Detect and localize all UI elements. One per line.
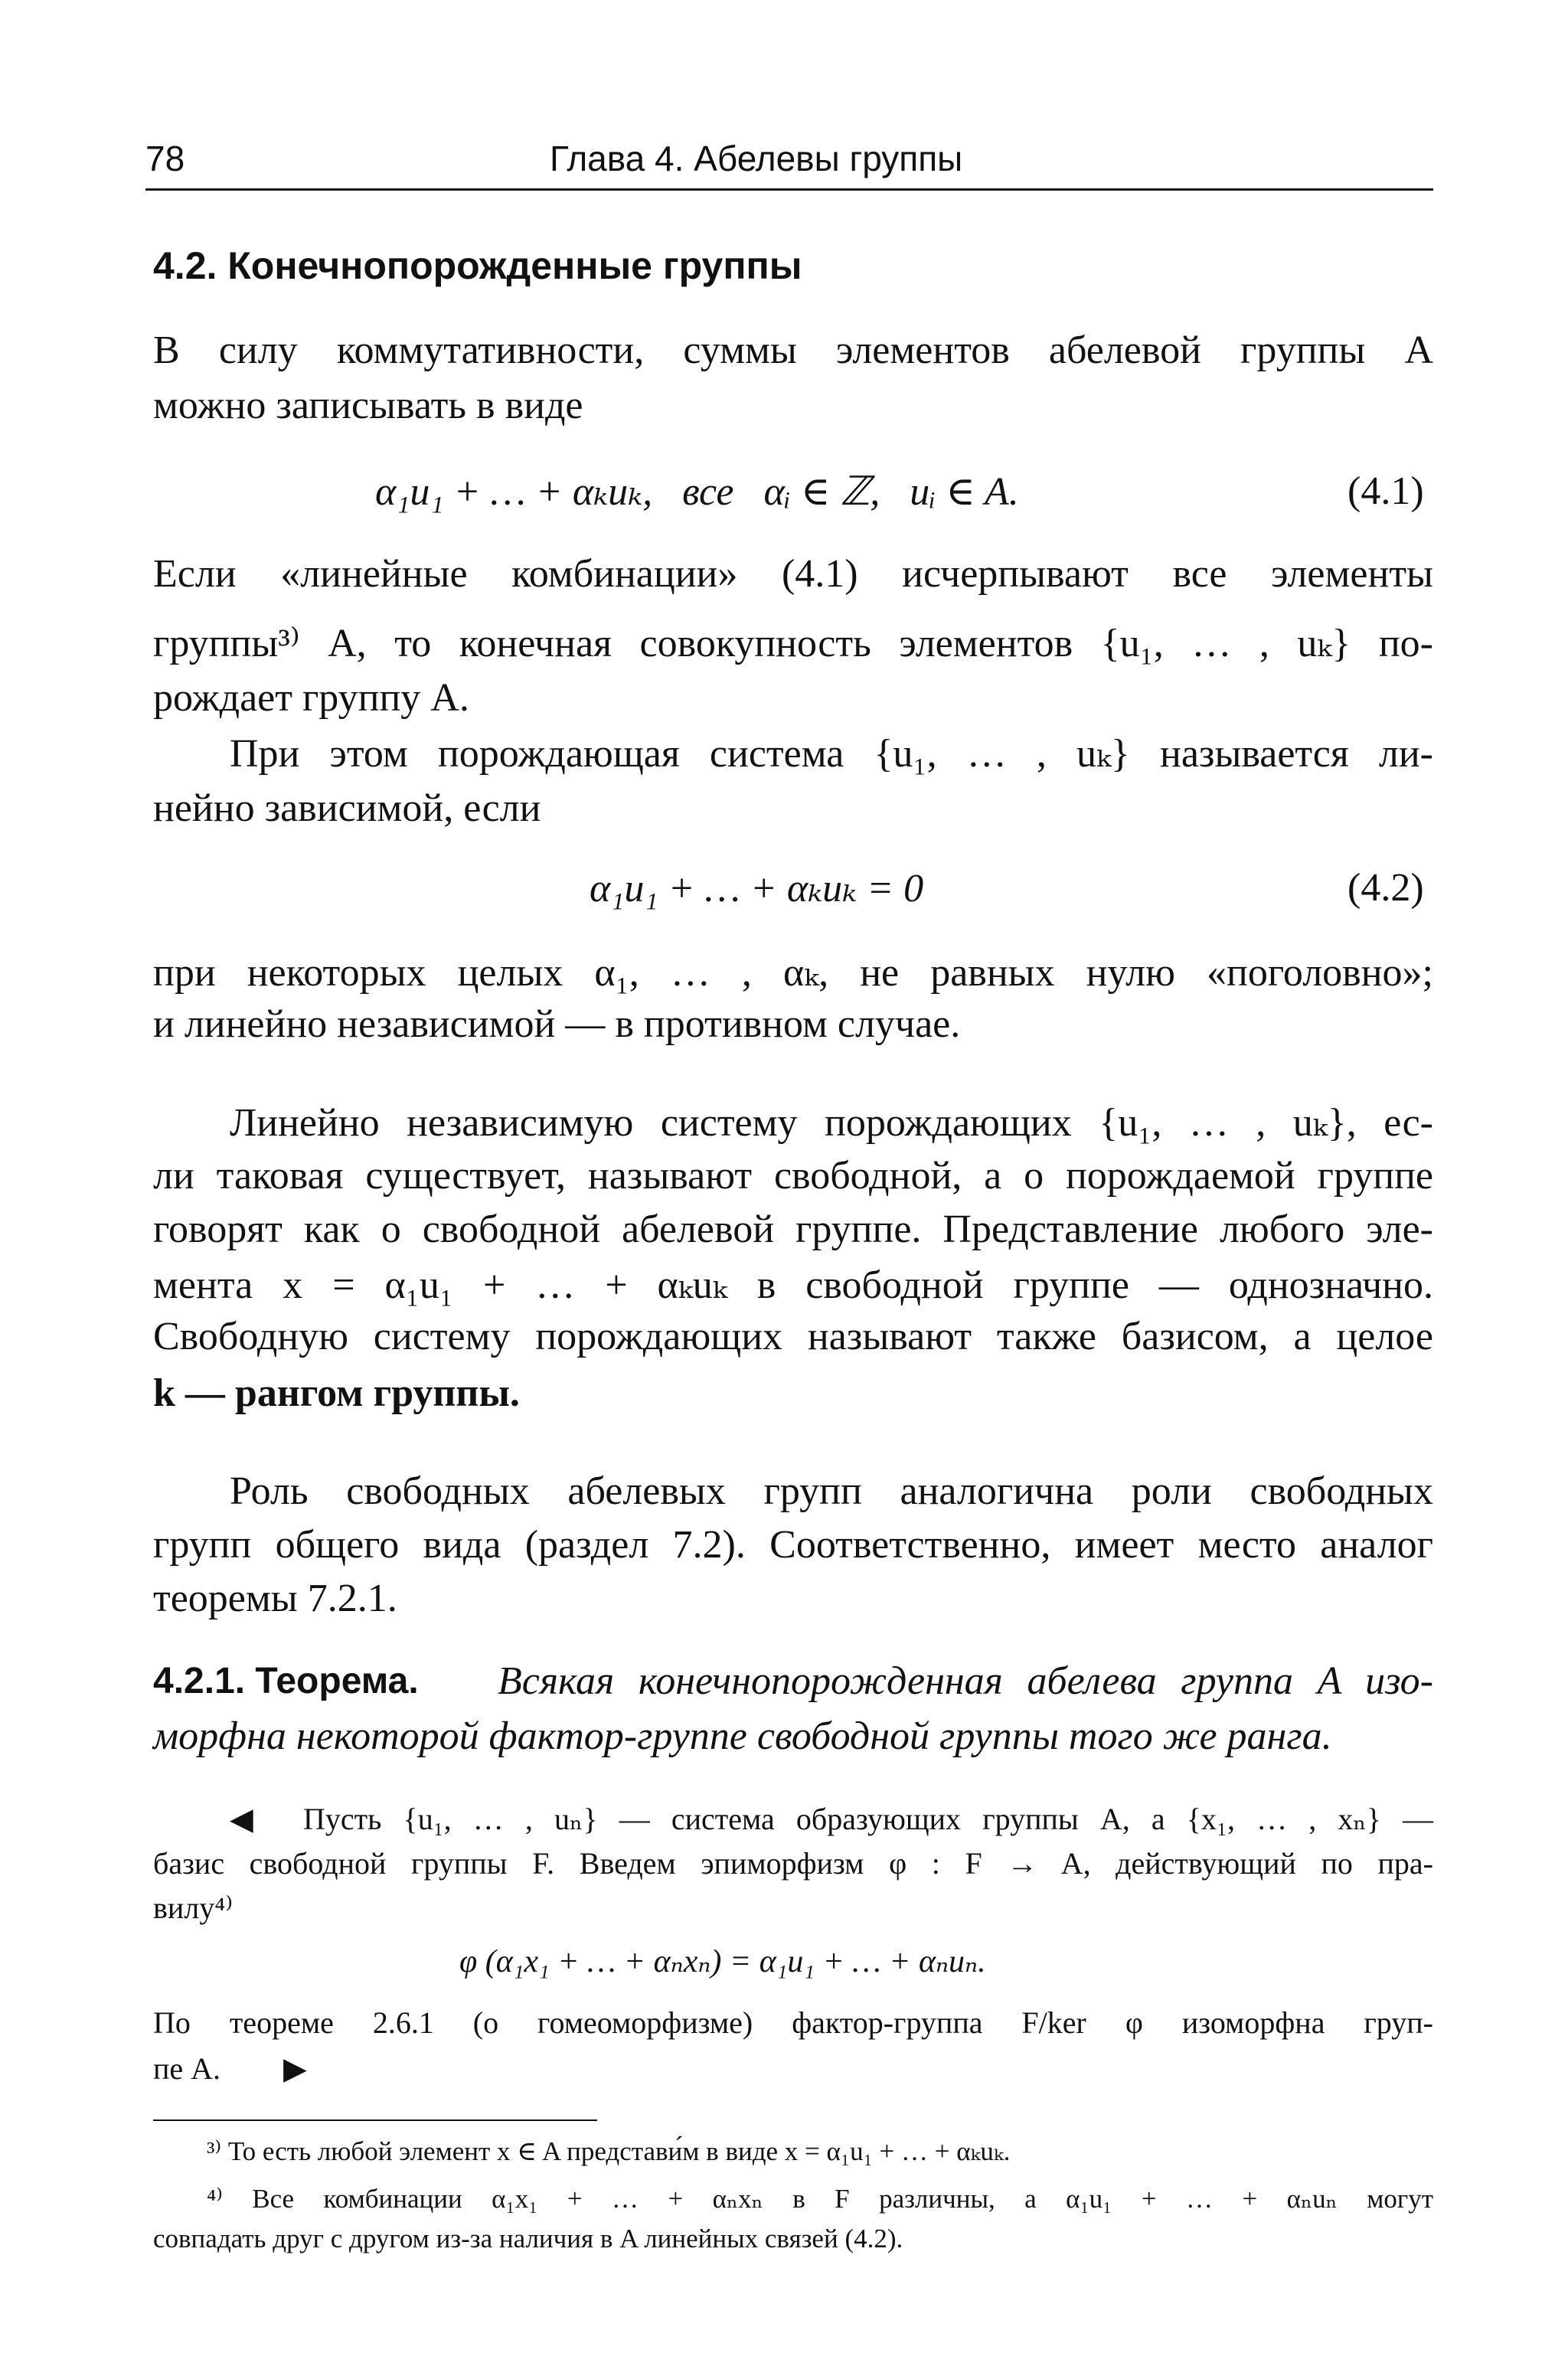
equation-4-2: α₁u₁ + … + αₖuₖ = 0 xyxy=(590,867,924,910)
proof-end-marker: ▶ xyxy=(283,2051,307,2086)
footnote-4-line-1: ⁴⁾ Все комбинации α₁x₁ + … + αₙxₙ в F различны, а α₁u₁ + … + αₙuₙ могут xyxy=(207,2184,1433,2214)
equation-4-1: α₁u₁ + … + αₖuₖ, все αᵢ ∈ ℤ, uᵢ ∈ A. xyxy=(375,470,1019,514)
proof-after-line-1: По теореме 2.6.1 (о гомеоморфизме) фактор-группа F/ker φ изоморфна груп- xyxy=(153,2005,1433,2040)
running-head: Глава 4. Абелевы группы xyxy=(550,139,963,178)
p2-line-2: группы³⁾ A, то конечная совокупность элементов {u₁, … , uₖ} по- xyxy=(153,622,1433,665)
proof-after-line-2: пе A. xyxy=(153,2051,221,2086)
proof-line-2: базис свободной группы F. Введем эпиморфизм φ : F → A, действующий по пра- xyxy=(153,1846,1433,1881)
proof-equation: φ (α₁x₁ + … + αₙxₙ) = α₁u₁ + … + αₙuₙ. xyxy=(459,1944,986,1979)
proof-start-marker: ◀ xyxy=(230,1802,253,1836)
p2-line-3: рождает группу A. xyxy=(153,676,469,720)
footnote-4-line-2: совпадать друг с другом из-за наличия в A линейных связей (4.2). xyxy=(153,2224,903,2253)
proof-line-3: вилу⁴⁾ xyxy=(153,1891,234,1925)
p4-line-2: и линейно независимой — в противном случае. xyxy=(153,1002,961,1046)
section-title: 4.2. Конечнопорожденные группы xyxy=(153,244,802,287)
p1-line-2: можно записывать в виде xyxy=(153,384,583,427)
p5-line-6: k — рангом группы. xyxy=(153,1371,520,1415)
page-number: 78 xyxy=(145,139,185,178)
p6-line-3: теоремы 7.2.1. xyxy=(153,1577,397,1620)
footnote-rule xyxy=(153,2119,597,2121)
proof-line-1: Пусть {u₁, … , uₙ} — система образующих группы A, а {x₁, … , xₙ} — xyxy=(303,1802,1433,1836)
p3-line-2: нейно зависимой, если xyxy=(153,786,541,830)
p5-line-1: Линейно независимую систему порождающих {u₁, … , uₖ}, ес- xyxy=(230,1101,1433,1145)
equation-number-4-1: (4.1) xyxy=(1348,469,1424,513)
p5-line-5: Свободную систему порождающих называют также базисом, а целое xyxy=(153,1315,1433,1358)
p2-line-1: Если «линейные комбинации» (4.1) исчерпывают все элементы xyxy=(153,552,1433,596)
p3-line-1: При этом порождающая система {u₁, … , uₖ} называется ли- xyxy=(230,732,1433,776)
p5-line-3: говорят как о свободной абелевой группе. Представление любого эле- xyxy=(153,1208,1433,1251)
p6-line-1: Роль свободных абелевых групп аналогична роли свободных xyxy=(230,1469,1433,1513)
header-rule xyxy=(145,188,1433,191)
p5-line-4: мента x = α₁u₁ + … + αₖuₖ в свободной группе — однозначно. xyxy=(153,1263,1433,1307)
theorem-line-2: морфна некоторой фактор-группе свободной группы того же ранга. xyxy=(153,1714,1332,1758)
p6-line-2: групп общего вида (раздел 7.2). Соответственно, имеет место аналог xyxy=(153,1523,1433,1567)
p1-line-1: В силу коммутативности, суммы элементов абелевой группы A xyxy=(153,328,1433,372)
p4-line-1: при некоторых целых α₁, … , αₖ, не равных нулю «поголовно»; xyxy=(153,951,1433,995)
p5-line-2: ли таковая существует, называют свободной, а о порождаемой группе xyxy=(153,1154,1433,1198)
equation-number-4-2: (4.2) xyxy=(1348,866,1424,910)
footnote-3: ³⁾ То есть любой элемент x ∈ A представи́м в виде x = α₁u₁ + … + αₖuₖ. xyxy=(207,2136,1011,2166)
theorem-label: 4.2.1. Теорема. xyxy=(153,1661,419,1701)
theorem-line-1: Всякая конечнопорожденная абелева группа A изо- xyxy=(498,1659,1433,1703)
